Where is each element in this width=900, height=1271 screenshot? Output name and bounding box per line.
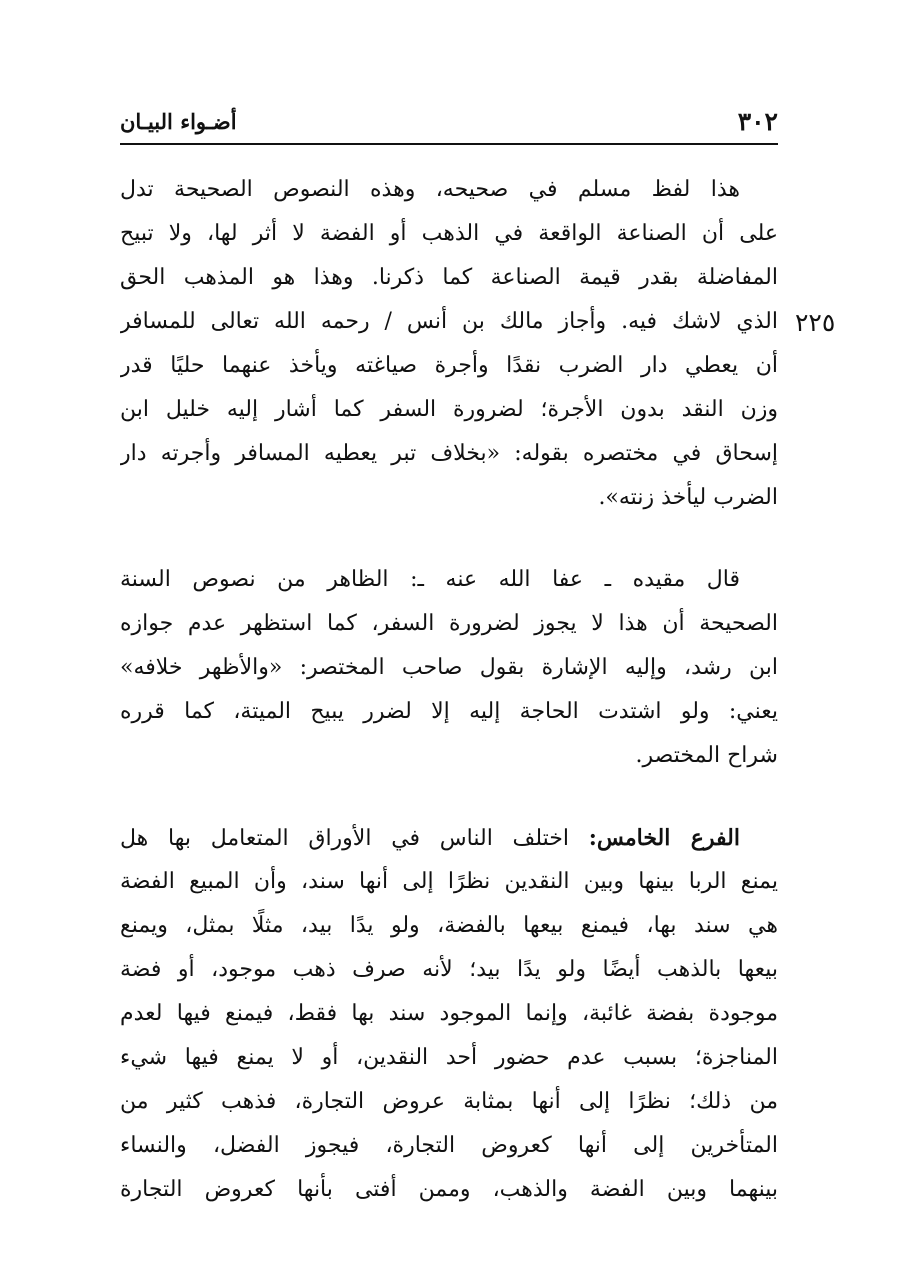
- running-title: أضـواء البيـان: [120, 109, 237, 134]
- text-line: المناجزة؛ بسبب عدم حضور أحد النقدين، أو لا يمنع فيها شيء: [120, 1045, 778, 1070]
- text-line: بينهما وبين الفضة والذهب، وممن أفتى بأنها كعروض التجارة: [120, 1177, 778, 1202]
- text-line: موجودة بفضة غائبة، وإنما الموجود سند بها فقط، فيمنع فيها لعدم: [120, 1001, 778, 1026]
- text-line: من ذلك؛ نظرًا إلى أنها بمثابة عروض التجارة، فذهب كثير من: [120, 1089, 778, 1114]
- text-line: الضرب ليأخذ زنته».: [598, 485, 778, 510]
- text-line: هذا لفظ مسلم في صحيحه، وهذه النصوص الصحيحة تدل: [120, 177, 740, 202]
- text-line: ابن رشد، وإليه الإشارة بقول صاحب المختصر: «والأظهر خلافه»: [120, 655, 778, 680]
- text-line: قال مقيده ـ عفا الله عنه ـ: الظاهر من نصوص السنة: [120, 567, 740, 592]
- text-line: إسحاق في مختصره بقوله: «بخلاف تبر يعطيه المسافر وأجرته دار: [120, 441, 778, 466]
- margin-note-number: ٢٢٥: [795, 308, 836, 337]
- text-line: وزن النقد بدون الأجرة؛ لضرورة السفر كما أشار إليه خليل ابن: [120, 397, 778, 422]
- page-body: [120, 168, 778, 1212]
- text-line: الذي لاشك فيه. وأجاز مالك بن أنس / رحمه الله تعالى للمسافر: [120, 309, 778, 334]
- text-line: المفاضلة بقدر قيمة الصناعة كما ذكرنا. وهذا هو المذهب الحق: [120, 265, 778, 290]
- text-line: شراح المختصر.: [635, 743, 778, 768]
- page-number: ٣٠٢: [737, 107, 778, 136]
- paragraph-gap: [120, 520, 778, 558]
- header-rule: [120, 143, 778, 145]
- text-line: يمنع الربا بينها وبين النقدين نظرًا إلى أنها سند، وأن المبيع الفضة: [120, 869, 778, 894]
- text-line: [120, 816, 778, 860]
- paragraph-2: [120, 558, 778, 778]
- text-line: على أن الصناعة الواقعة في الذهب أو الفضة لا أثر لها، ولا تبيح: [120, 221, 778, 246]
- paragraph-gap: [120, 778, 778, 816]
- section-heading: الفرع الخامس:: [588, 825, 740, 851]
- text-line: هي سند بها، فيمنع بيعها بالفضة، ولو يدًا بيد، مثلًا بمثل، ويمنع: [120, 913, 778, 938]
- text-line: الصحيحة أن هذا لا يجوز لضرورة السفر، كما استظهر عدم جوازه: [120, 611, 778, 636]
- page-header: [120, 104, 778, 140]
- heading-line-text: اختلف الناس في الأوراق المتعامل بها هل: [120, 826, 569, 851]
- text-line: بيعها بالذهب أيضًا ولو يدًا بيد؛ لأنه صرف ذهب موجود، أو فضة: [120, 957, 778, 982]
- paragraph-3: [120, 816, 778, 1212]
- text-line: يعني: ولو اشتدت الحاجة إليه إلا لضرر يبيح الميتة، كما قرره: [120, 699, 778, 724]
- text-line: المتأخرين إلى أنها كعروض التجارة، فيجوز الفضل، والنساء: [120, 1133, 778, 1158]
- text-line: أن يعطي دار الضرب نقدًا وأجرة صياغته ويأخذ عنهما حليًا قدر: [120, 353, 778, 378]
- paragraph-1: [120, 168, 778, 520]
